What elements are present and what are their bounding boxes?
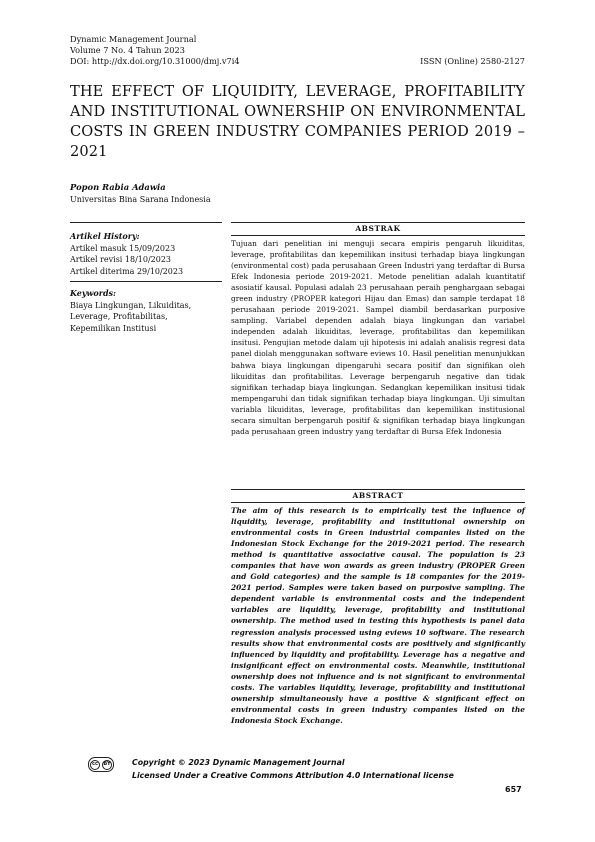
journal-doi[interactable]: DOI: http://dx.doi.org/10.31000/dmj.v7i4 <box>70 56 240 66</box>
by-glyph: BY <box>102 760 112 770</box>
author-affiliation: Universitas Bina Sarana Indonesia <box>70 195 211 204</box>
abstrak-heading: ABSTRAK <box>231 222 525 236</box>
abstract-section <box>231 489 525 726</box>
abstrak-section <box>231 222 525 437</box>
license-footer <box>132 756 454 782</box>
author-name: Popon Rabia Adawia <box>70 182 166 192</box>
article-info-column <box>70 222 222 334</box>
copyright-line: Copyright © 2023 Dynamic Management Journal <box>132 758 345 767</box>
article-history-label: Artikel History: <box>70 231 140 241</box>
creative-commons-icon[interactable] <box>88 757 114 772</box>
journal-header <box>70 34 525 67</box>
journal-issn: ISSN (Online) 2580-2127 <box>420 56 525 66</box>
keywords-line-3: Kepemilikan Institusi <box>70 323 157 333</box>
cc-glyph: cc <box>90 760 100 770</box>
abstract-text: The aim of this research is to empirically test the influence of liquidity, leverage, profitability and institutional ownership on environmental costs in Green industrial companies listed on the Indonesian Stock Exchange for the 2019-2021 period. The research method is quantitative associative causal. The population is 23 companies that have won awards as green industry (PROPER Green and Gold categories) and the sample is 18 companies for the 2019-2021 period. Samples were taken based on purposive sampling. The dependent variable is environmental costs and the independent variables are liquidity, leverage, profitability and institutional ownership. The method used in testing this hypothesis is panel data regression analysis processed using eviews 10 software. The research results show that environmental costs are positively and significantly influenced by liquidity and profitability. Leverage has a negative and insignificant effect on environmental costs. Meanwhile, institutional ownership does not influence and is not significant to environmental costs. The variables liquidity, leverage, profitability and institutional ownership simultaneously have a positive & significant effect on environmental costs in green industry companies listed on the Indonesia Stock Exchange. <box>231 506 525 725</box>
paper-title: THE EFFECT OF LIQUIDITY, LEVERAGE, PROFITABILITY AND INSTITUTIONAL OWNERSHIP ON ENVIRONMENTAL COSTS IN GREEN INDUSTRY COMPANIES PERIOD 2019 – 2021 <box>70 83 525 160</box>
article-revised: Artikel revisi 18/10/2023 <box>70 255 172 264</box>
article-accepted: Artikel diterima 29/10/2023 <box>70 266 184 276</box>
abstrak-text: Tujuan dari penelitian ini menguji secara empiris pengaruh likuiditas, leverage, profitabilitas dan kepemilikan insitusi terhadap biaya lingkungan (environmental cost) pada perusahaan Green Industri yang terdaftar di Bursa Efek Indonesia periode 2019-2021. Metode penelitian adalah kuantitatif asosiatif kausal. Populasi adalah 23 perusahaan peraih penghargaan sebagai green industry (PROPER kategori Hijau dan Emas) dan sample terdapat 18 perusahaan periode 2019-2021. Sampel diambil berdasarkan purposive sampling. Variabel dependen adalah biaya lingkungan dan variabel independen adalah likuiditas, leverage, profitabilitas dan kepemilikan insitusi. Pengujian metode dalam uji hipotesis ini adalah analisis regresi data panel diolah menggunakan software eviews 10. Hasil penelitian menunjukkan bahwa biaya lingkungan dipengaruhi secara positif dan signifikan oleh likuiditas dan profitabilitas. Leverage berpengaruh negative dan tidak signifikan terhadap biaya lingkungan. Sedangkan kepemilikan insitusi tidak mempengaruhi dan tidak signifikan terhadap biaya lingkungan. Uji simultan variabla likuiditas, leverage, profitabilitas dan kepemilikan institusional secara simultan berpengaruh positif & signifikan terhadap biaya lingkungan pada perusahaan green industry yang terdaftar di Bursa Efek Indonesia <box>231 239 525 436</box>
article-history <box>70 223 222 277</box>
page-number: 657 <box>505 785 522 794</box>
keywords-line-2: Leverage, Profitabilitas, <box>70 312 168 321</box>
keywords-label: Keywords: <box>70 288 117 298</box>
article-received: Artikel masuk 15/09/2023 <box>70 243 176 253</box>
keywords-line-1: Biaya Lingkungan, Likuiditas, <box>70 300 192 310</box>
keywords-block <box>70 281 222 334</box>
journal-name: Dynamic Management Journal <box>70 34 197 44</box>
abstract-heading: ABSTRACT <box>231 489 525 503</box>
journal-ids-row <box>70 56 525 67</box>
journal-volume: Volume 7 No. 4 Tahun 2023 <box>70 45 185 55</box>
license-line[interactable]: Licensed Under a Creative Commons Attribution 4.0 International license <box>132 771 454 780</box>
